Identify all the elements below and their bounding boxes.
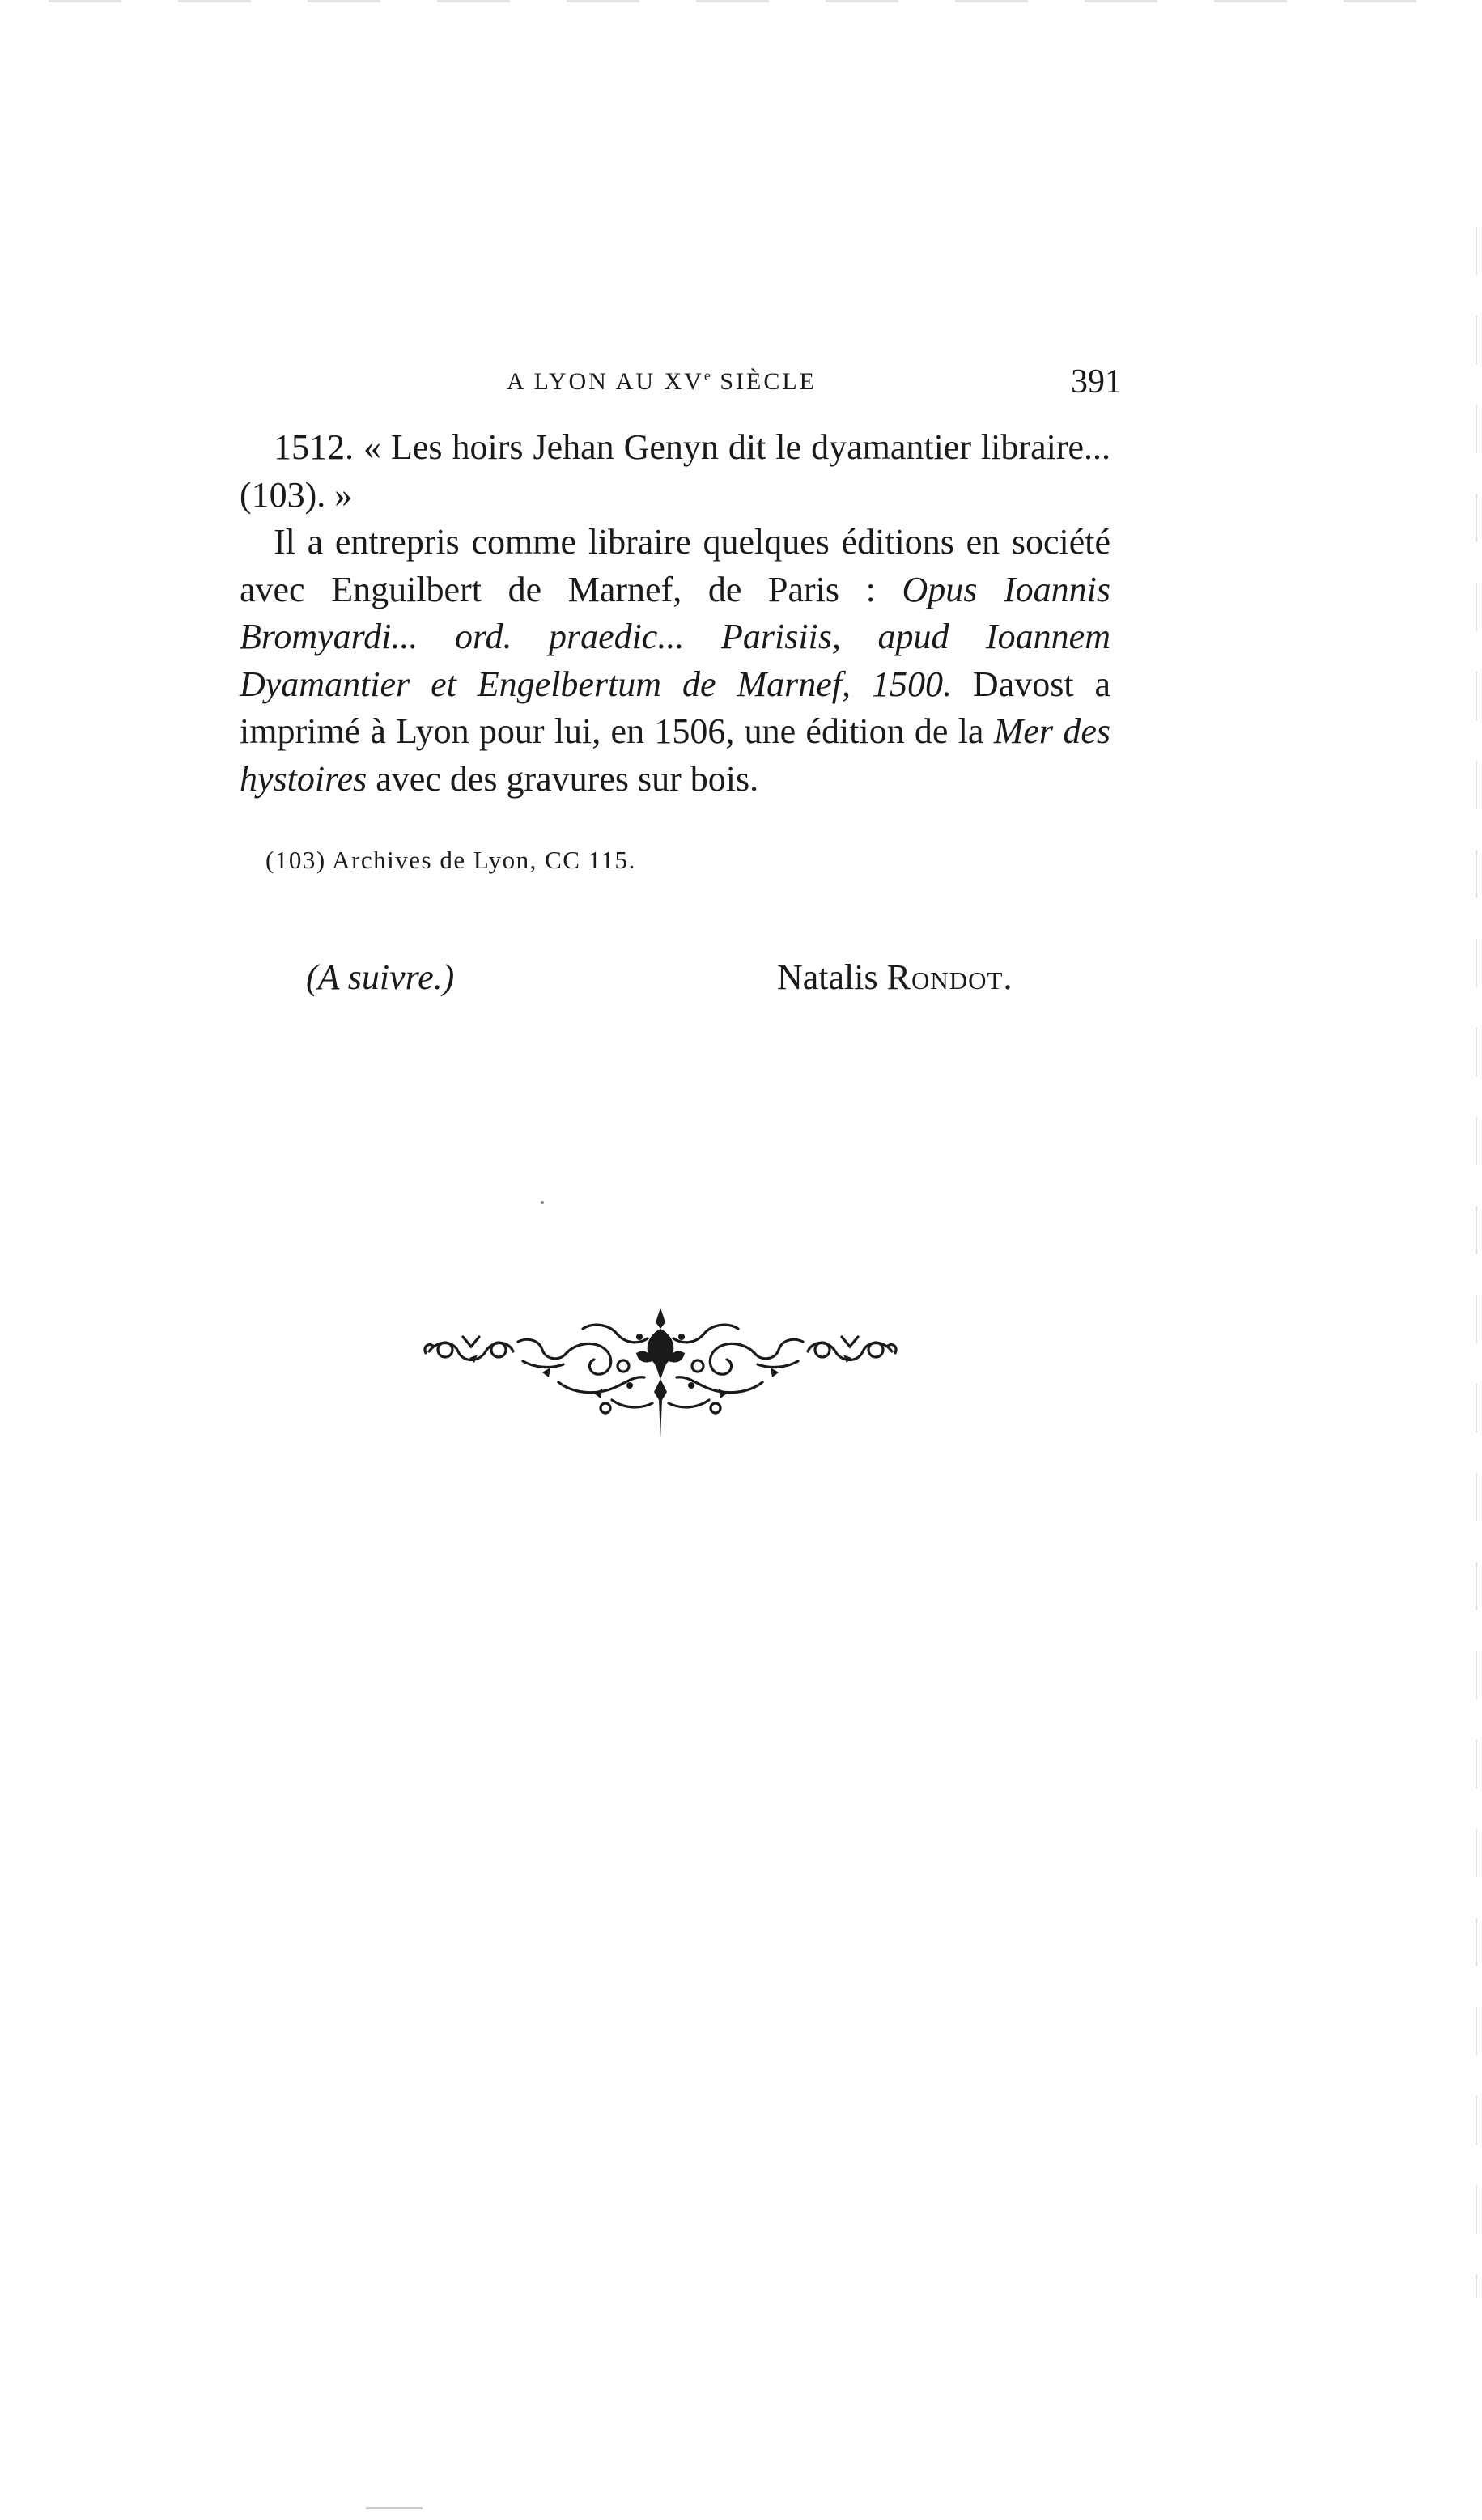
page-number: 391 [1071, 363, 1122, 401]
scan-edge-artifact-top [49, 0, 1433, 2]
author-first-name: Natalis [777, 957, 887, 997]
paragraph-2 [240, 519, 1110, 803]
floral-tailpiece-ornament-icon [421, 1305, 900, 1442]
paragraph-2-title-opus: Opus Ioannis Bromyardi... ord. praedic... Parisiis, apud Ioannem Dyamantier et Engelbertum de Marnef, 1500. [240, 569, 1110, 704]
paragraph-2-middle: Davost a imprimé à Lyon pour lui, en 1506, une édition de la [240, 664, 1111, 751]
running-title-main: A LYON AU XV [507, 368, 704, 395]
author-signature [777, 957, 1013, 998]
paragraph-2-end: avec des gravures sur bois. [367, 758, 759, 799]
paragraph-2-title-mer: Mer des hystoires [240, 711, 1110, 799]
running-title [507, 367, 817, 396]
to-be-continued: (A suivre.) [306, 957, 455, 997]
scan-edge-artifact-bottom [366, 2507, 423, 2509]
scan-edge-artifact-right [1476, 227, 1477, 2298]
footnote: (103) Archives de Lyon, CC 115. [265, 846, 636, 874]
running-title-end: SIÈCLE [711, 368, 817, 395]
scan-speck [541, 1201, 544, 1204]
signoff [240, 957, 1110, 1005]
running-title-sup: e [703, 367, 711, 384]
author-last-name: Rondot. [886, 957, 1013, 997]
paragraph-2-start: Il a entrepris comme libraire quelques éditions en société avec Enguilbert de Marnef, de Paris : [240, 522, 1110, 609]
body-text [240, 424, 1110, 803]
paragraph-1: 1512. « Les hoirs Jehan Genyn dit le dyamantier libraire... (103). » [240, 427, 1110, 515]
running-head [240, 363, 1122, 408]
